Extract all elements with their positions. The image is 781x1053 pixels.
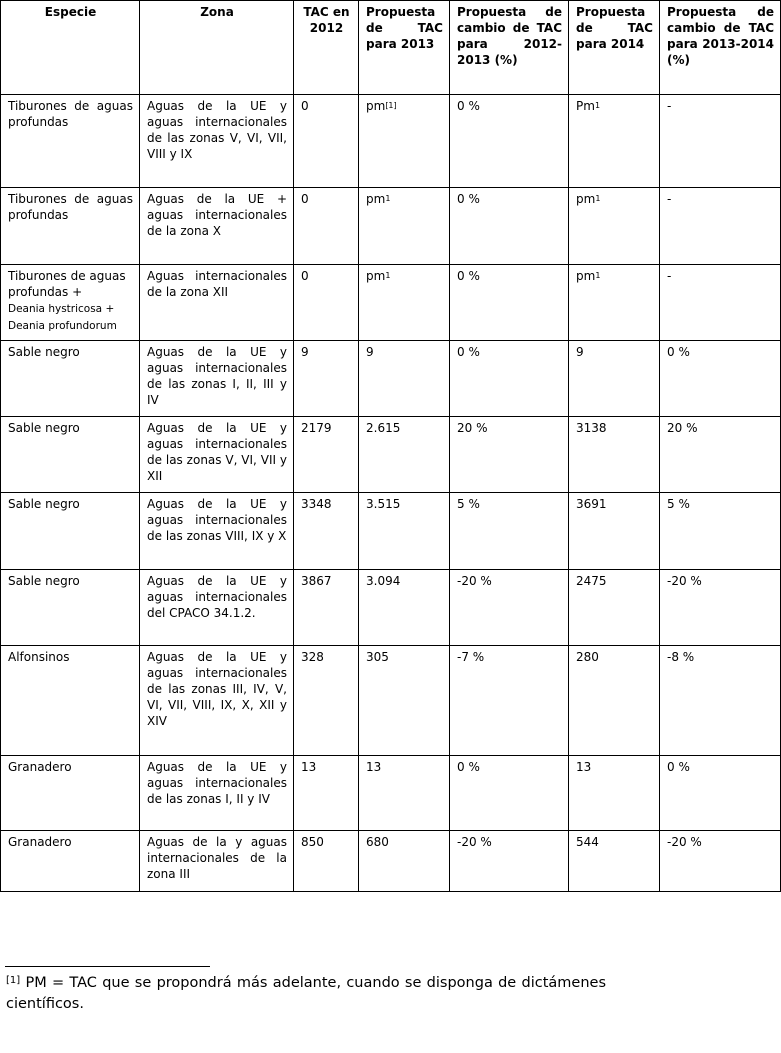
zone-cell: Aguas internacionales de la zona XII	[140, 265, 294, 341]
change-2013-2014-cell: -	[660, 265, 781, 341]
change-2012-2013-cell: 0 %	[450, 756, 569, 831]
tac-2012-cell: 850	[294, 831, 359, 892]
change-2013-2014-cell: 0 %	[660, 756, 781, 831]
tac-2012-cell: 9	[294, 341, 359, 417]
proposal-2013-cell: 13	[359, 756, 450, 831]
zone-cell: Aguas de la UE y aguas internacionales de las zonas I, II, III y IV	[140, 341, 294, 417]
proposal-2014-cell	[569, 188, 660, 265]
footnote-reference[interactable]: [1]	[385, 101, 397, 110]
proposal-2014-cell: 13	[569, 756, 660, 831]
footnote-reference: 1	[385, 194, 391, 203]
proposal-2013-cell	[359, 265, 450, 341]
footnote-reference: 1	[385, 271, 391, 280]
header-species: Especie	[1, 1, 140, 95]
change-2013-2014-cell: -	[660, 188, 781, 265]
proposal-2014-value: Pm	[576, 99, 595, 113]
proposal-2014-cell: 3138	[569, 417, 660, 493]
table-row	[1, 341, 781, 417]
proposal-2013-value: pm	[366, 192, 386, 206]
proposal-2014-cell: 9	[569, 341, 660, 417]
species-extra-text: Deania hystricosa + Deania profundorum	[8, 303, 117, 332]
proposal-2014-cell	[569, 265, 660, 341]
proposal-2013-cell: 2.615	[359, 417, 450, 493]
proposal-2013-cell: 305	[359, 646, 450, 756]
footnote-text: PM = TAC que se propondrá más adelante, cuando se disponga de dictámenes científicos.	[6, 975, 606, 1012]
change-2012-2013-cell: 5 %	[450, 493, 569, 570]
change-2012-2013-cell: -20 %	[450, 570, 569, 646]
table-row	[1, 831, 781, 892]
tac-2012-cell: 0	[294, 95, 359, 188]
footnote	[6, 973, 606, 1015]
proposal-2014-value: pm	[576, 192, 596, 206]
proposal-2013-cell	[359, 95, 450, 188]
table-row	[1, 417, 781, 493]
zone-cell: Aguas de la UE y aguas internacionales de las zonas I, II y IV	[140, 756, 294, 831]
proposal-2013-value: pm	[366, 99, 386, 113]
tac-2012-cell: 0	[294, 188, 359, 265]
change-2013-2014-cell: 0 %	[660, 341, 781, 417]
change-2012-2013-cell: 0 %	[450, 341, 569, 417]
table-row	[1, 493, 781, 570]
tac-2012-cell: 13	[294, 756, 359, 831]
change-2012-2013-cell: 0 %	[450, 265, 569, 341]
header-proposal-2014: Propuesta de TAC para 2014	[569, 1, 660, 95]
change-2013-2014-cell: -8 %	[660, 646, 781, 756]
zone-cell: Aguas de la UE y aguas internacionales de las zonas III, IV, V, VI, VII, VIII, IX, X, XII y XIV	[140, 646, 294, 756]
zone-cell: Aguas de la y aguas internacionales de la zona III	[140, 831, 294, 892]
change-2012-2013-cell: -7 %	[450, 646, 569, 756]
tac-2012-cell: 3867	[294, 570, 359, 646]
species-cell: Tiburones de aguas profundas	[1, 188, 140, 265]
change-2013-2014-cell: -20 %	[660, 831, 781, 892]
header-zone: Zona	[140, 1, 294, 95]
change-2012-2013-cell: -20 %	[450, 831, 569, 892]
zone-cell: Aguas de la UE + aguas internacionales de la zona X	[140, 188, 294, 265]
proposal-2013-value: pm	[366, 269, 386, 283]
header-change-2012-2013: Propuesta de cambio de TAC para 2012-2013 (%)	[450, 1, 569, 95]
zone-cell: Aguas de la UE y aguas internacionales de las zonas VIII, IX y X	[140, 493, 294, 570]
change-2012-2013-cell: 0 %	[450, 95, 569, 188]
proposal-2013-cell	[359, 188, 450, 265]
proposal-2014-cell: 3691	[569, 493, 660, 570]
footnote-reference: 1	[595, 194, 601, 203]
proposal-2014-cell	[569, 95, 660, 188]
table-row	[1, 265, 781, 341]
species-cell: Tiburones de aguas profundas	[1, 95, 140, 188]
species-cell: Sable negro	[1, 570, 140, 646]
table-row	[1, 570, 781, 646]
change-2013-2014-cell: -	[660, 95, 781, 188]
zone-cell: Aguas de la UE y aguas internacionales del CPACO 34.1.2.	[140, 570, 294, 646]
table-row	[1, 95, 781, 188]
proposal-2013-cell: 9	[359, 341, 450, 417]
footnote-reference: 1	[595, 271, 601, 280]
species-cell: Sable negro	[1, 341, 140, 417]
species-cell: Sable negro	[1, 493, 140, 570]
change-2013-2014-cell: 5 %	[660, 493, 781, 570]
species-text: Tiburones de aguas profundas +	[8, 269, 126, 299]
tac-2012-cell: 3348	[294, 493, 359, 570]
proposal-2013-cell: 680	[359, 831, 450, 892]
species-cell: Alfonsinos	[1, 646, 140, 756]
proposal-2013-cell: 3.094	[359, 570, 450, 646]
species-cell: Granadero	[1, 831, 140, 892]
proposal-2014-cell: 2475	[569, 570, 660, 646]
header-proposal-2013: Propuesta de TAC para 2013	[359, 1, 450, 95]
header-change-2013-2014: Propuesta de cambio de TAC para 2013-2014 (%)	[660, 1, 781, 95]
footnote-separator	[5, 966, 210, 967]
header-tac-2012: TAC en 2012	[294, 1, 359, 95]
proposal-2014-cell: 280	[569, 646, 660, 756]
zone-cell: Aguas de la UE y aguas internacionales de las zonas V, VI, VII, VIII y IX	[140, 95, 294, 188]
tac-2012-cell: 0	[294, 265, 359, 341]
proposal-2014-value: pm	[576, 269, 596, 283]
change-2013-2014-cell: -20 %	[660, 570, 781, 646]
species-cell	[1, 265, 140, 341]
table-row	[1, 756, 781, 831]
tac-2012-cell: 2179	[294, 417, 359, 493]
proposal-2013-cell: 3.515	[359, 493, 450, 570]
footnote-reference: 1	[594, 101, 601, 110]
species-cell: Sable negro	[1, 417, 140, 493]
zone-cell: Aguas de la UE y aguas internacionales de las zonas V, VI, VII y XII	[140, 417, 294, 493]
tac-2012-cell: 328	[294, 646, 359, 756]
table-header-row	[1, 1, 781, 95]
change-2013-2014-cell: 20 %	[660, 417, 781, 493]
change-2012-2013-cell: 20 %	[450, 417, 569, 493]
change-2012-2013-cell: 0 %	[450, 188, 569, 265]
species-cell: Granadero	[1, 756, 140, 831]
table-row	[1, 188, 781, 265]
proposal-2014-cell: 544	[569, 831, 660, 892]
table-row	[1, 646, 781, 756]
footnote-marker: [1]	[6, 975, 21, 986]
